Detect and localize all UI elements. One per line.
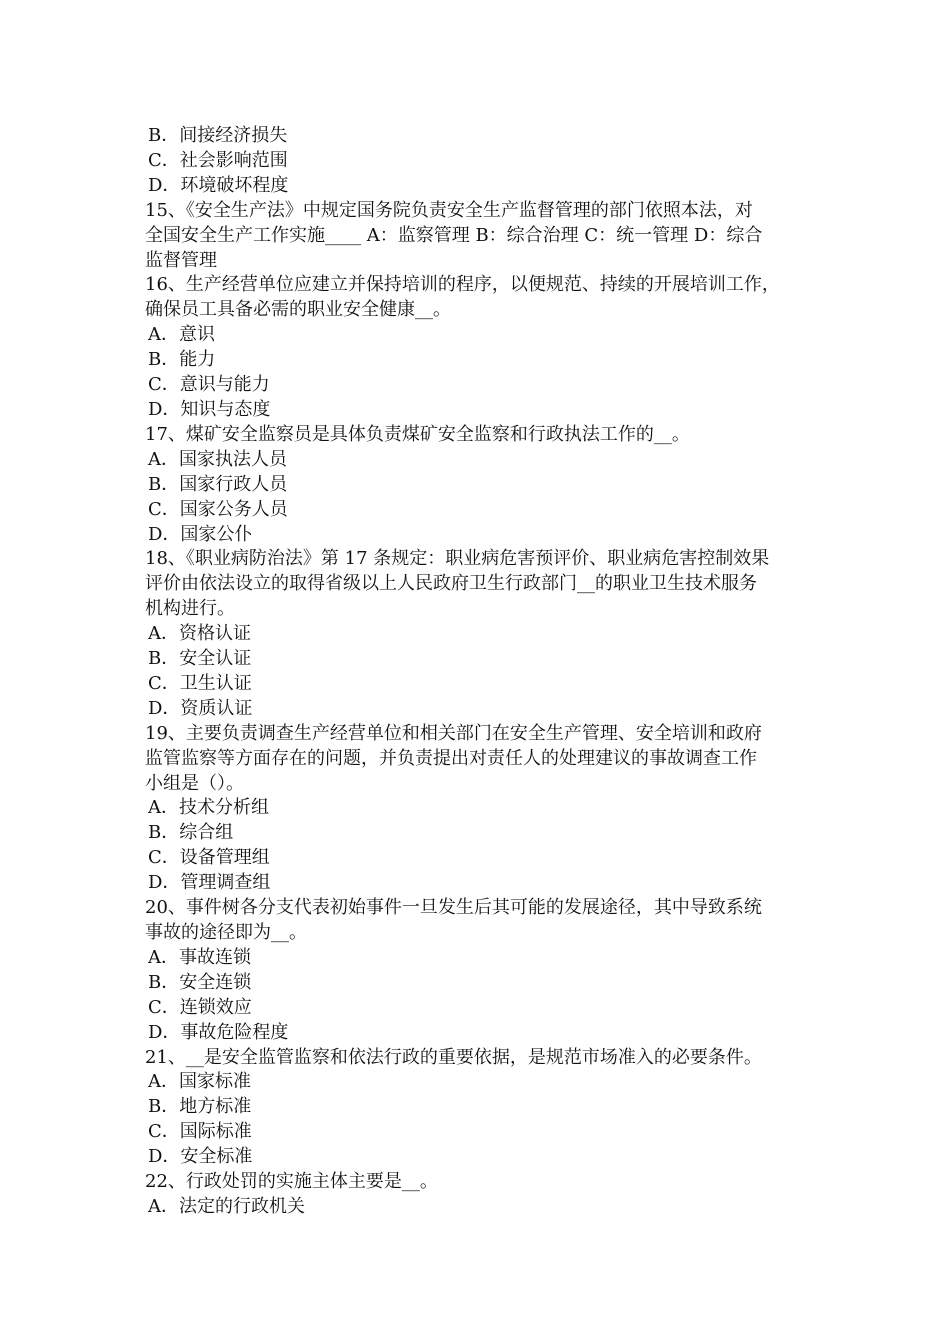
- answer-option-line: A．事故连锁: [148, 946, 251, 968]
- answer-option-line: A．国家执法人员: [148, 448, 287, 470]
- answer-option-line: C．国家公务人员: [148, 498, 288, 520]
- question-text-line: 20、事件树各分支代表初始事件一旦发生后其可能的发展途径，其中导致系统: [145, 897, 762, 919]
- answer-option-line: A．资格认证: [148, 623, 251, 645]
- answer-option-line: D．知识与态度: [148, 398, 271, 420]
- answer-option-line: B．地方标准: [148, 1096, 252, 1118]
- question-text-line: 17、煤矿安全监察员是具体负责煤矿安全监察和行政执法工作的__。: [145, 423, 690, 445]
- question-text-line: 监管监察等方面存在的问题，并负责提出对责任人的处理建议的事故调查工作: [145, 747, 757, 769]
- answer-option-line: C．卫生认证: [148, 672, 252, 694]
- answer-option-line: C．连锁效应: [148, 996, 252, 1018]
- answer-option-line: A．技术分析组: [148, 797, 269, 819]
- answer-option-line: B．安全连锁: [148, 971, 252, 993]
- answer-option-line: C．意识与能力: [148, 374, 270, 396]
- answer-option-line: D．管理调查组: [148, 872, 271, 894]
- question-text-line: 小组是（）。: [145, 772, 244, 794]
- answer-option-line: D．资质认证: [148, 697, 253, 719]
- answer-option-line: B．综合组: [148, 822, 234, 844]
- answer-option-line: C．设备管理组: [148, 847, 270, 869]
- question-text-line: 21、__是安全监管监察和依法行政的重要依据，是规范市场准入的必要条件。: [145, 1046, 762, 1068]
- question-text-line: 全国安全生产工作实施____ A：监察管理 B：综合治理 C：统一管理 D：综合: [145, 224, 763, 246]
- answer-option-line: A．国家标准: [148, 1071, 251, 1093]
- answer-option-line: D．安全标准: [148, 1146, 253, 1168]
- question-text-line: 18、《职业病防治法》第 17 条规定：职业病危害预评价、职业病危害控制效果: [145, 548, 770, 570]
- answer-option-line: C．社会影响范围: [148, 149, 288, 171]
- question-text-line: 机构进行。: [145, 598, 235, 620]
- question-text-line: 监督管理: [145, 249, 217, 271]
- question-text-line: 15、《安全生产法》中规定国务院负责安全生产监督管理的部门依照本法，对: [145, 199, 753, 221]
- answer-option-line: A．意识: [148, 324, 215, 346]
- answer-option-line: B．间接经济损失: [148, 125, 288, 146]
- answer-option-line: D．环境破坏程度: [148, 174, 289, 196]
- question-text-line: 22、行政处罚的实施主体主要是__。: [145, 1171, 438, 1193]
- answer-option-line: B．国家行政人员: [148, 473, 288, 495]
- answer-option-line: A．法定的行政机关: [148, 1195, 305, 1217]
- question-text-line: 16、生产经营单位应建立并保持培训的程序，以便规范、持续的开展培训工作，: [145, 274, 780, 296]
- question-text-line: 评价由依法设立的取得省级以上人民政府卫生行政部门__的职业卫生技术服务: [145, 573, 757, 595]
- question-text-line: 事故的途径即为__。: [145, 922, 307, 943]
- question-text-line: 19、主要负责调查生产经营单位和相关部门在安全生产管理、安全培训和政府: [145, 722, 762, 744]
- answer-option-line: D．国家公仆: [148, 523, 253, 545]
- document-body: [145, 124, 815, 1220]
- answer-option-line: C．国际标准: [148, 1121, 252, 1143]
- answer-option-line: D．事故危险程度: [148, 1021, 289, 1043]
- answer-option-line: B．安全认证: [148, 648, 252, 670]
- answer-option-line: B．能力: [148, 349, 216, 371]
- question-text-line: 确保员工具备必需的职业安全健康__。: [145, 299, 451, 321]
